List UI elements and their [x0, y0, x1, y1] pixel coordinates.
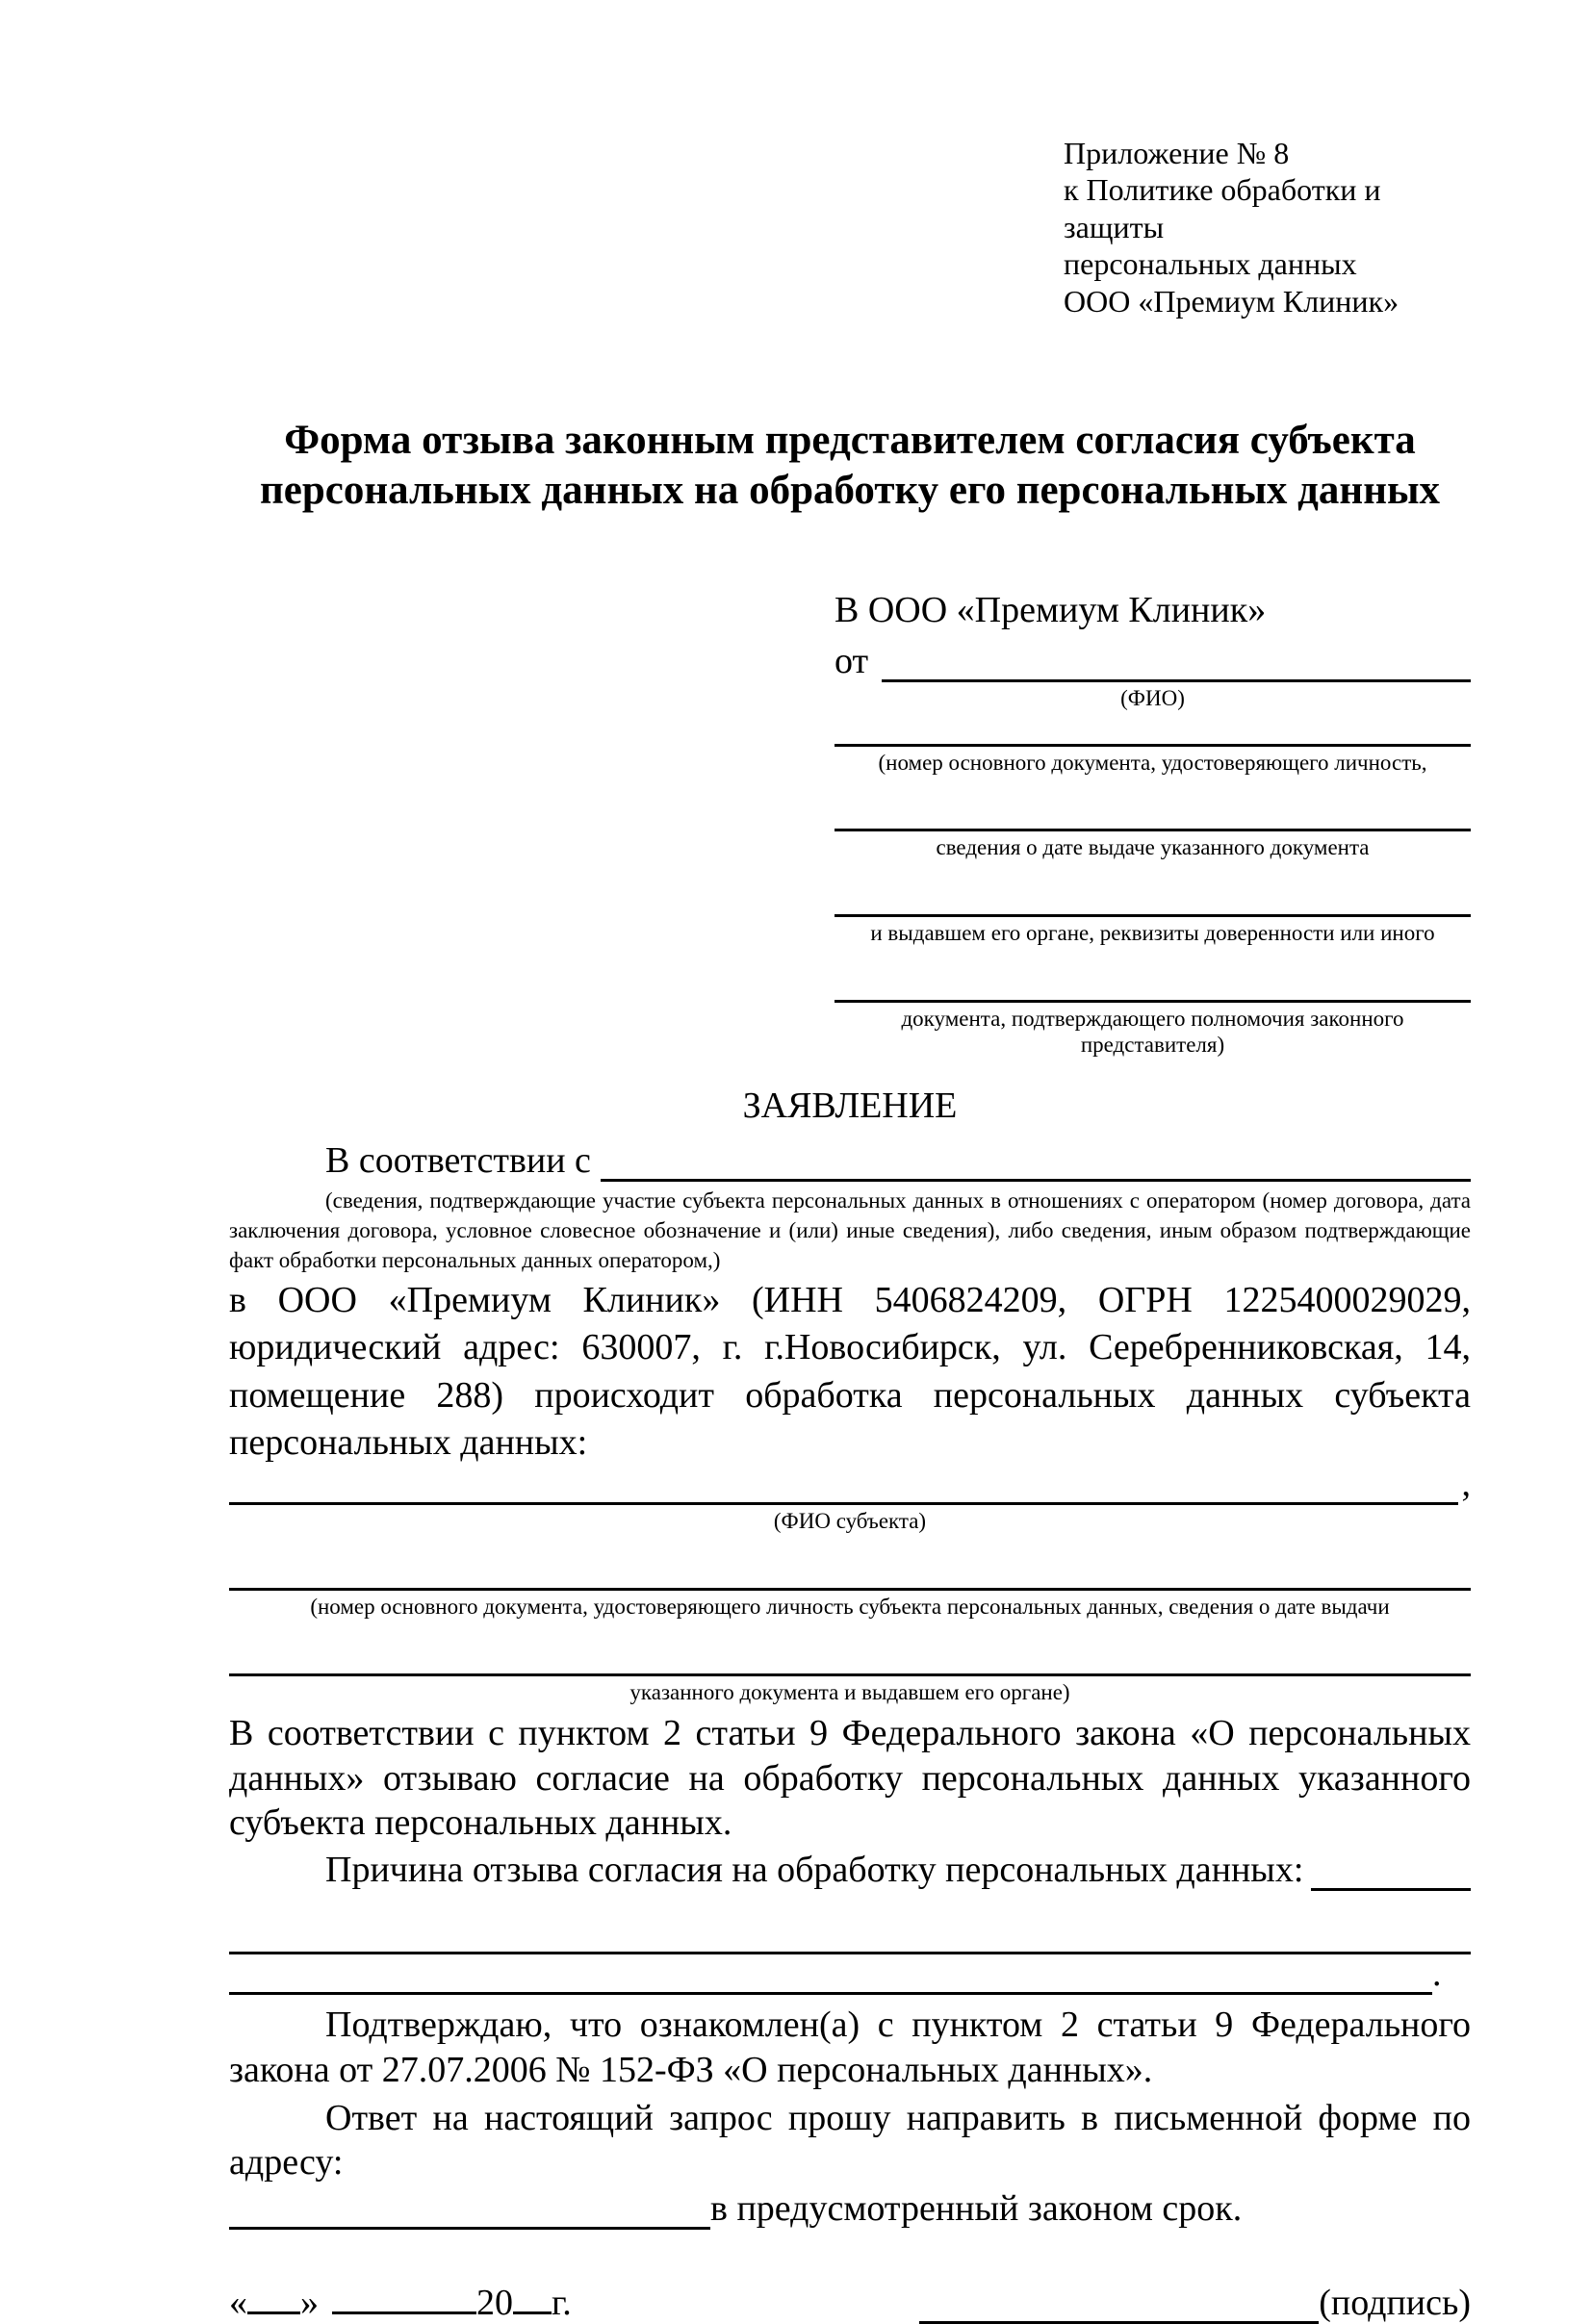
caption-fio: (ФИО): [1120, 686, 1185, 711]
addressee-to: В ООО «Премиум Клиник»: [835, 590, 1267, 631]
reply-address-row: [229, 2187, 1471, 2230]
reply-paragraph: Ответ на настоящий запрос прошу направить в письменной форме по адресу:: [229, 2097, 1471, 2184]
date-field: [229, 2278, 572, 2324]
signature-field: [919, 2282, 1471, 2324]
caption-doc-authority: документа, подтверждающего полномочия законного представителя): [901, 1006, 1404, 1058]
page-title: Форма отзыва законным представителем согласия субъекта персональных данных на обработку его персональных данных: [259, 417, 1441, 513]
intro-note: (сведения, подтверждающие участие субъекта персональных данных в отношениях с оператором (номер договора, дата заключения договора, условное словесное обозначение и (или) иные сведения), либо сведения, иным образом подтверждающие факт обработки персональных данных оператором,): [229, 1188, 1471, 1272]
close-quote: »: [300, 2282, 319, 2323]
from-row: [835, 634, 1471, 682]
subject-fio-row: [229, 1464, 1471, 1505]
appendix-line: персональных данных: [1064, 246, 1357, 282]
blank-line-subject-doc: [229, 1556, 1471, 1591]
blank-line-fio: [882, 679, 1471, 682]
blank-line-doc-number: [835, 712, 1471, 747]
addressee-block: [835, 588, 1471, 1059]
open-quote: «: [229, 2282, 247, 2323]
blank-line-reason: [1311, 1888, 1471, 1891]
blank-line-doc-authority: [835, 968, 1471, 1003]
appendix-header: [1064, 135, 1471, 319]
caption-subject-doc-2: указанного документа и выдавшем его органе): [629, 1679, 1070, 1704]
year-suffix: г.: [552, 2282, 572, 2323]
blank-line-doc-date: [835, 797, 1471, 831]
confirm-paragraph: Подтверждаю, что ознакомлен(а) с пунктом 2 статьи 9 Федерального закона от 27.07.2006 № 152-ФЗ «О персональных данных».: [229, 2005, 1471, 2090]
caption-doc-issuer: и выдавшем его органе, реквизиты доверенности или иного: [870, 920, 1435, 945]
signature-caption: (подпись): [1319, 2282, 1471, 2323]
year-prefix: 20: [476, 2282, 513, 2323]
blank-line-basis: [601, 1179, 1471, 1182]
appendix-line: Приложение № 8: [1064, 136, 1290, 170]
appendix-line: ООО «Премиум Клиник»: [1064, 283, 1399, 319]
line-period: .: [1432, 1954, 1442, 1995]
from-label: от: [835, 641, 869, 682]
blank-month: [332, 2278, 476, 2314]
subject-comma: ,: [1461, 1464, 1471, 1505]
reason-row: [229, 1847, 1471, 1891]
blank-day: [247, 2278, 300, 2314]
caption-subject-doc-1: (номер основного документа, удостоверяющего личность субъекта персональных данных, сведения о дате выдачи: [310, 1595, 1390, 1619]
footer-row: [229, 2276, 1471, 2324]
reason-row-end: [229, 1954, 1471, 1995]
statement-heading: ЗАЯВЛЕНИЕ: [742, 1085, 958, 1126]
blank-signature-line: [919, 2284, 1319, 2324]
withdrawal-paragraph: В соответствии с пунктом 2 статьи 9 Федерального закона «О персональных данных» отзываю согласие на обработку персональных данных указанного субъекта персональных данных.: [229, 1713, 1471, 1843]
blank-line-reason-cont-2: [229, 1954, 1432, 1995]
caption-subject-fio: (ФИО субъекта): [773, 1509, 927, 1534]
blank-year: [513, 2278, 552, 2314]
operator-paragraph: в ООО «Премиум Клиник» (ИНН 5406824209, ОГРН 1225400029029, юридический адрес: 630007, г. г.Новосибирск, ул. Серебренниковская, 14, помещение 288) происходит обработка персональных данных субъекта персональных данных:: [229, 1279, 1471, 1464]
appendix-line: к Политике обработки и защиты: [1064, 172, 1381, 244]
blank-line-reply-address: [229, 2187, 710, 2230]
intro-row: [229, 1137, 1471, 1182]
blank-line-reason-cont-1: [229, 1918, 1471, 1954]
reason-prefix: Причина отзыва согласия на обработку персональных данных:: [325, 1850, 1304, 1891]
reply-suffix: в предусмотренный законом срок.: [710, 2187, 1243, 2229]
intro-prefix: В соответствии с: [325, 1139, 591, 1181]
caption-doc-date: сведения о дате выдаче указанного документа: [936, 835, 1370, 860]
caption-doc-number: (номер основного документа, удостоверяющего личность,: [878, 750, 1427, 775]
blank-line-subject-doc-issuer: [229, 1642, 1471, 1676]
blank-line-doc-issuer: [835, 882, 1471, 917]
blank-line-subject-fio: [229, 1502, 1458, 1505]
